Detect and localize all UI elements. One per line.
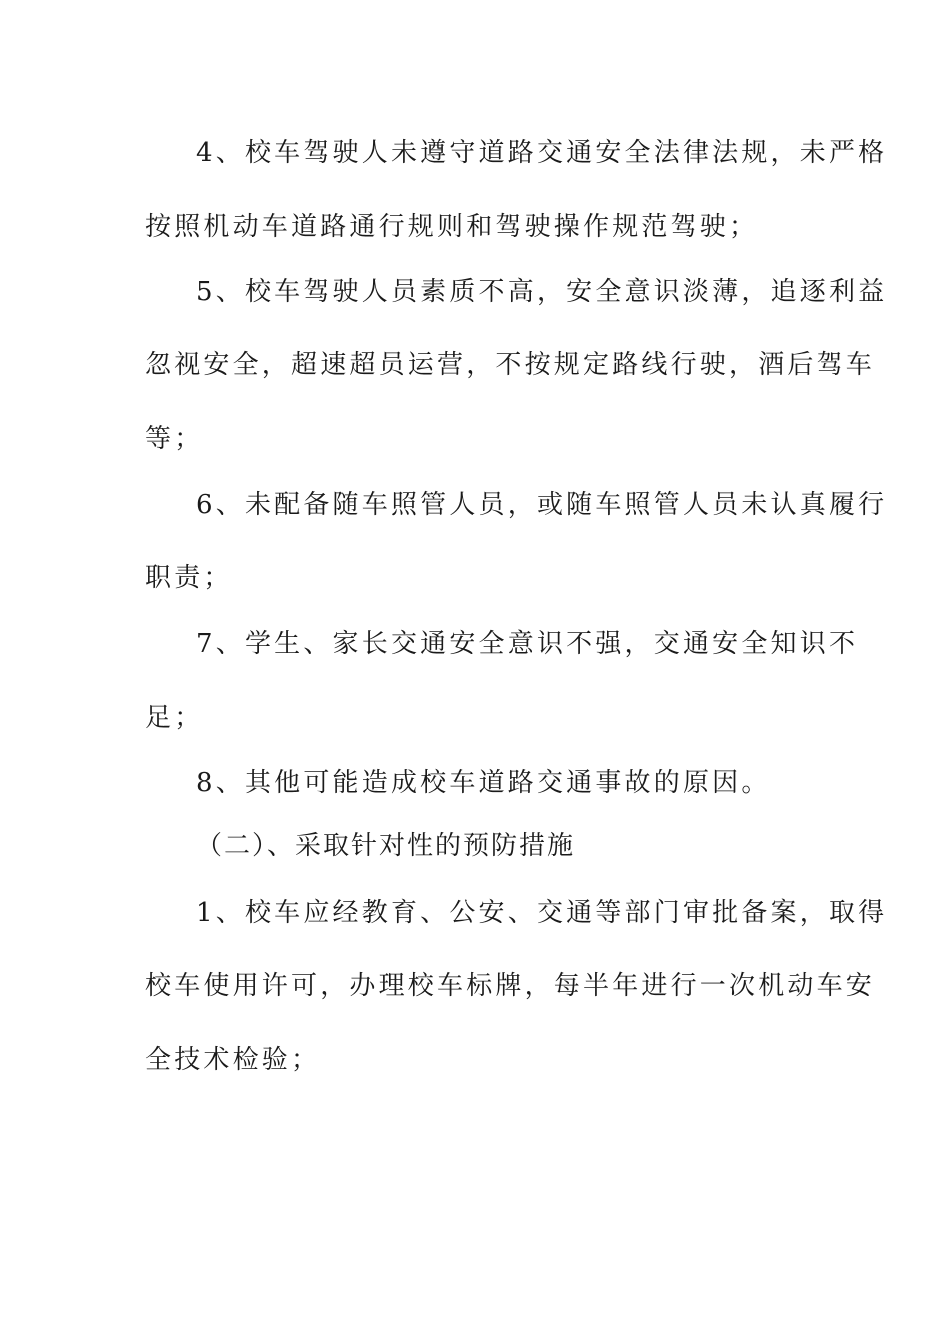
paragraph-7-line-2: 足； bbox=[145, 703, 204, 733]
paragraph-7-line-1: 7、学生、家长交通安全意识不强，交通安全知识不 bbox=[196, 629, 859, 659]
section-heading: （二）、采取针对性的预防措施 bbox=[196, 831, 576, 861]
measure-1-line-3: 全技术检验； bbox=[145, 1045, 321, 1075]
measure-1-line-2: 校车使用许可，办理校车标牌，每半年进行一次机动车安 bbox=[145, 971, 876, 1001]
paragraph-8-line-1: 8、其他可能造成校车道路交通事故的原因。 bbox=[196, 768, 771, 798]
paragraph-4-line-2: 按照机动车道路通行规则和驾驶操作规范驾驶； bbox=[145, 212, 759, 242]
measure-1-line-1: 1、校车应经教育、公安、交通等部门审批备案，取得 bbox=[196, 898, 888, 928]
paragraph-4-line-1: 4、校车驾驶人未遵守道路交通安全法律法规，未严格 bbox=[196, 138, 888, 168]
paragraph-5-line-2: 忽视安全，超速超员运营，不按规定路线行驶，酒后驾车 bbox=[145, 350, 876, 380]
paragraph-6-line-1: 6、未配备随车照管人员，或随车照管人员未认真履行 bbox=[196, 490, 888, 520]
paragraph-5-line-3: 等； bbox=[145, 424, 204, 454]
paragraph-5-line-1: 5、校车驾驶人员素质不高，安全意识淡薄，追逐利益 bbox=[196, 277, 888, 307]
paragraph-6-line-2: 职责； bbox=[145, 563, 233, 593]
